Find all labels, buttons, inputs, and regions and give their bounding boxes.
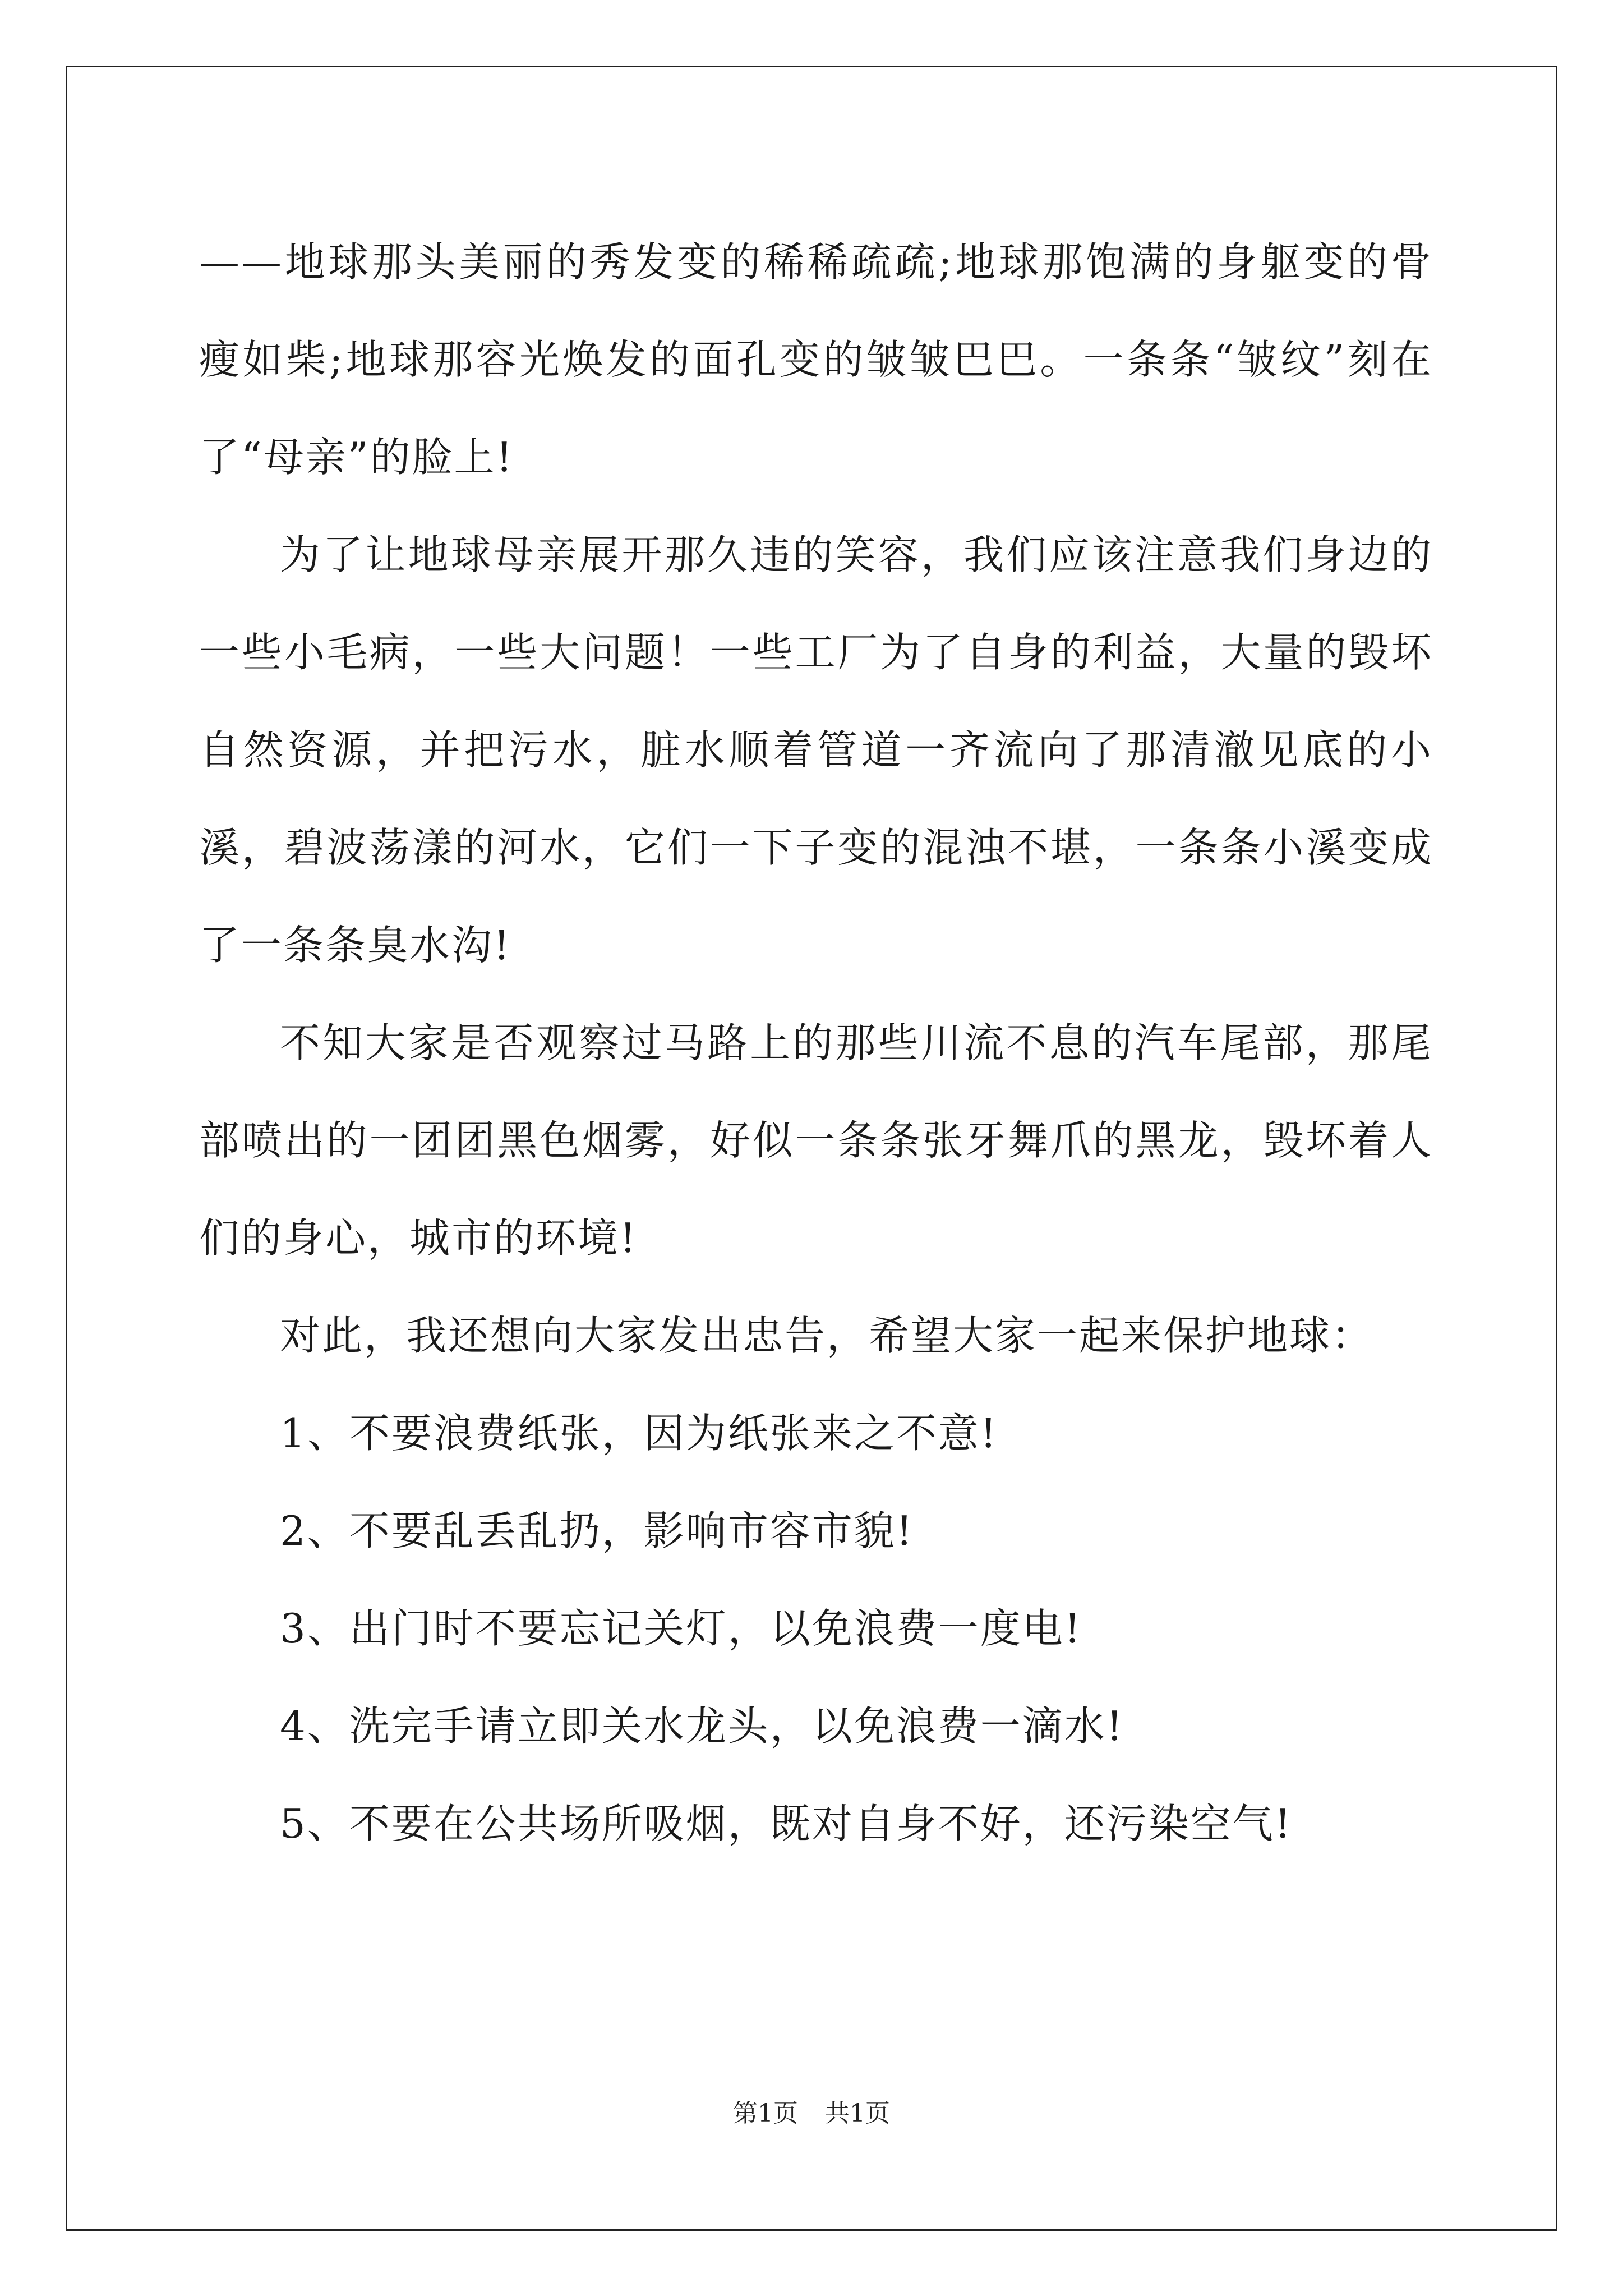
list-item-3: 3、出门时不要忘记关灯，以免浪费一度电!: [280, 1605, 1082, 1652]
list-item-1: 1、不要浪费纸张，因为纸张来之不意!: [280, 1410, 998, 1457]
list-item-4: 4、洗完手请立即关水龙头，以免浪费一滴水!: [280, 1703, 1124, 1750]
document-body: [199, 213, 1433, 1872]
paragraph-2: 为了让地球母亲展开那久违的笑容，我们应该注意我们身边的一些小毛病，一些大问题！一些工厂为了自身的利益，大量的毁坏自然资源，并把污水，脏水顺着管道一齐流向了那清澈见底的小溪，碧波荡漾的河水，它们一下子变的混浊不堪，一条条小溪变成了一条条臭水沟!: [199, 531, 1433, 969]
paragraph-1: ——地球那头美丽的秀发变的稀稀疏疏;地球那饱满的身躯变的骨瘦如柴;地球那容光焕发的面孔变的皱皱巴巴。一条条“皱纹”刻在了“母亲”的脸上!: [199, 238, 1433, 481]
paragraph-3: 不知大家是否观察过马路上的那些川流不息的汽车尾部，那尾部喷出的一团团黑色烟雾，好似一条条张牙舞爪的黑龙，毁坏着人们的身心，城市的环境!: [199, 1019, 1433, 1262]
list-item-2: 2、不要乱丢乱扔，影响市容市貌!: [280, 1507, 914, 1554]
paragraph-4: 对此，我还想向大家发出忠告，希望大家一起来保护地球：: [280, 1312, 1374, 1359]
page-total: 共1页: [825, 2099, 890, 2128]
page-footer: [0, 2097, 1623, 2131]
list-item-5: 5、不要在公共场所吸烟，既对自身不好，还污染空气!: [280, 1800, 1293, 1847]
page-number: 第1页: [733, 2099, 798, 2128]
